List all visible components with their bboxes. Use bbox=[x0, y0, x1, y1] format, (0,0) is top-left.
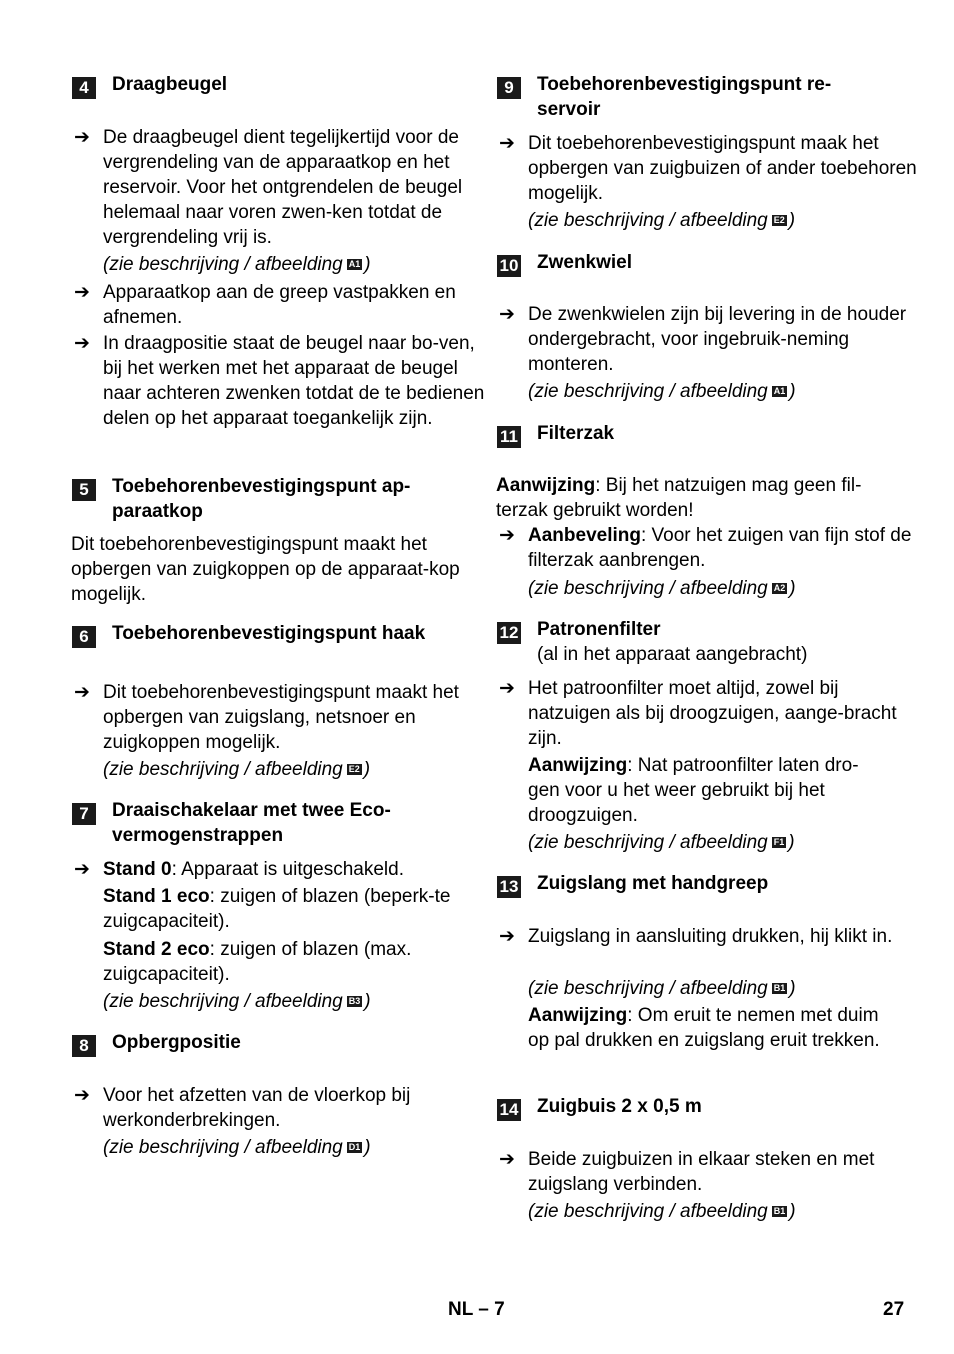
figure-badge-icon: B1 bbox=[773, 1206, 786, 1217]
section-number: 14 bbox=[497, 1099, 521, 1121]
list-item: ➔ Apparaatkop aan de greep vastpakken en afnemen. bbox=[74, 282, 456, 328]
list-item: ➔ Aanbeveling: Voor het zuigen van fijn stof de filterzak aanbrengen. bbox=[499, 525, 912, 571]
figure-reference: (zie beschrijving / afbeelding D1 ) bbox=[103, 1137, 371, 1158]
arrow-right-icon: ➔ bbox=[499, 525, 515, 546]
arrow-right-icon: ➔ bbox=[499, 678, 515, 699]
arrow-right-icon: ➔ bbox=[74, 333, 90, 354]
section-title: Filterzak bbox=[537, 423, 615, 444]
section-title: Toebehorenbevestigingspunt re-servoir bbox=[537, 74, 832, 120]
figure-badge-icon: A1 bbox=[348, 259, 361, 270]
figure-reference: (zie beschrijving / afbeelding B1 ) bbox=[528, 1201, 796, 1222]
page-number: 27 bbox=[883, 1299, 905, 1320]
arrow-right-icon: ➔ bbox=[74, 1085, 90, 1106]
figure-badge-icon: F1 bbox=[773, 837, 785, 848]
figure-reference: (zie beschrijving / afbeelding F1 ) bbox=[528, 832, 795, 853]
arrow-right-icon: ➔ bbox=[74, 859, 90, 880]
figure-reference: (zie beschrijving / afbeelding B1 ) bbox=[528, 978, 796, 999]
section-number: 6 bbox=[72, 626, 96, 648]
section-title: Zuigslang met handgreep bbox=[537, 873, 769, 894]
section-title: Zuigbuis 2 x 0,5 m bbox=[537, 1096, 702, 1117]
list-item: ➔ Stand 0: Apparaat is uitgeschakeld. bbox=[74, 859, 404, 880]
figure-reference: (zie beschrijving / afbeelding A1 ) bbox=[528, 381, 796, 402]
section-title: Toebehorenbevestigingspunt haak bbox=[112, 623, 426, 644]
figure-badge-icon: E2 bbox=[773, 215, 785, 226]
section-13 bbox=[496, 871, 888, 896]
section-7 bbox=[71, 798, 463, 848]
figure-badge-icon: A2 bbox=[773, 583, 786, 594]
arrow-right-icon: ➔ bbox=[74, 682, 90, 703]
page-label: NL – 7 bbox=[448, 1299, 505, 1320]
section-title: Draagbeugel bbox=[112, 74, 228, 95]
list-item: ➔ Zuigslang in aansluiting drukken, hij klikt in. bbox=[499, 926, 893, 947]
figure-badge-icon: E2 bbox=[348, 764, 360, 775]
arrow-right-icon: ➔ bbox=[499, 1149, 515, 1170]
section-12 bbox=[496, 617, 888, 667]
section-11 bbox=[496, 421, 888, 446]
section-number: 9 bbox=[497, 77, 521, 99]
arrow-right-icon: ➔ bbox=[499, 926, 515, 947]
arrow-right-icon: ➔ bbox=[499, 304, 515, 325]
list-item: ➔ In draagpositie staat de beugel naar bo-ven, bij het werken met het apparaat de beugel naar achteren zwenken totdat de te bedienen delen op het apparaat toegankelijk zijn. bbox=[74, 333, 485, 429]
paragraph: Dit toebehorenbevestigingspunt maakt het opbergen van zuigkoppen op de apparaat-kop mogelijk. bbox=[71, 534, 460, 605]
list-item: ➔ Voor het afzetten van de vloerkop bij werkonderbrekingen. bbox=[74, 1085, 411, 1131]
section-title: Opbergpositie bbox=[112, 1032, 241, 1053]
figure-reference: (zie beschrijving / afbeelding A1 ) bbox=[103, 254, 371, 275]
section-number: 10 bbox=[497, 255, 521, 277]
list-item-continuation: Aanwijzing: Nat patroonfilter laten dro-gen voor u het weer gebruikt bij het droogzuigen. bbox=[528, 755, 859, 826]
section-number: 5 bbox=[72, 479, 96, 501]
list-item: ➔ De draagbeugel dient tegelijkertijd voor de vergrendeling van de apparaatkop en het reservoir. Voor het ontgrendelen de beugel helemaal naar voren zwen-ken totdat de vergrendeling vrij is. bbox=[74, 127, 463, 248]
figure-badge-icon: B1 bbox=[773, 983, 786, 994]
list-item: ➔ Het patroonfilter moet altijd, zowel bij natzuigen als bij droogzuigen, aange-bracht zijn. bbox=[499, 678, 897, 749]
section-14 bbox=[496, 1094, 888, 1119]
figure-reference: (zie beschrijving / afbeelding A2 ) bbox=[528, 578, 796, 599]
section-5 bbox=[71, 474, 463, 524]
section-4 bbox=[71, 72, 463, 97]
list-item: ➔ Beide zuigbuizen in elkaar steken en met zuigslang verbinden. bbox=[499, 1149, 875, 1195]
section-9 bbox=[496, 72, 888, 122]
arrow-right-icon: ➔ bbox=[74, 127, 90, 148]
section-number: 7 bbox=[72, 803, 96, 825]
list-item-continuation: Stand 2 eco: zuigen of blazen (max. zuigcapaciteit). bbox=[103, 939, 412, 985]
note-paragraph: Aanwijzing: Bij het natzuigen mag geen fil-terzak gebruikt worden! bbox=[496, 475, 862, 521]
section-title: Toebehorenbevestigingspunt ap-paraatkop bbox=[112, 476, 411, 522]
section-number: 4 bbox=[72, 77, 96, 99]
list-item: ➔ De zwenkwielen zijn bij levering in de houder ondergebracht, voor ingebruik-neming monteren. bbox=[499, 304, 907, 375]
list-item: ➔ Dit toebehorenbevestigingspunt maakt het opbergen van zuigslang, netsnoer en zuigkoppen mogelijk. bbox=[74, 682, 459, 753]
section-title: Draaischakelaar met twee Eco-vermogenstrappen bbox=[112, 800, 391, 846]
section-number: 13 bbox=[497, 876, 521, 898]
section-8 bbox=[71, 1030, 463, 1055]
section-number: 8 bbox=[72, 1035, 96, 1057]
section-title: Zwenkwiel bbox=[537, 252, 633, 273]
section-title: Patronenfilter bbox=[537, 619, 661, 640]
section-subtitle: (al in het apparaat aangebracht) bbox=[537, 644, 808, 665]
list-item-continuation: Stand 1 eco: zuigen of blazen (beperk-te zuigcapaciteit). bbox=[103, 886, 451, 932]
figure-reference: (zie beschrijving / afbeelding E2 ) bbox=[528, 210, 796, 231]
figure-badge-icon: D1 bbox=[348, 1142, 361, 1153]
section-number: 12 bbox=[497, 622, 521, 644]
section-6 bbox=[71, 621, 463, 646]
figure-badge-icon: B3 bbox=[348, 996, 361, 1007]
figure-badge-icon: A1 bbox=[773, 386, 786, 397]
section-10 bbox=[496, 250, 888, 275]
figure-reference: (zie beschrijving / afbeelding B3 ) bbox=[103, 991, 371, 1012]
arrow-right-icon: ➔ bbox=[499, 133, 515, 154]
figure-reference: (zie beschrijving / afbeelding E2 ) bbox=[103, 759, 371, 780]
arrow-right-icon: ➔ bbox=[74, 282, 90, 303]
list-item-continuation: Aanwijzing: Om eruit te nemen met duim op pal drukken en zuigslang eruit trekken. bbox=[528, 1005, 880, 1051]
list-item: ➔ Dit toebehorenbevestigingspunt maak het opbergen van zuigbuizen of ander toebehoren mogelijk. bbox=[499, 133, 917, 204]
section-number: 11 bbox=[497, 426, 521, 448]
